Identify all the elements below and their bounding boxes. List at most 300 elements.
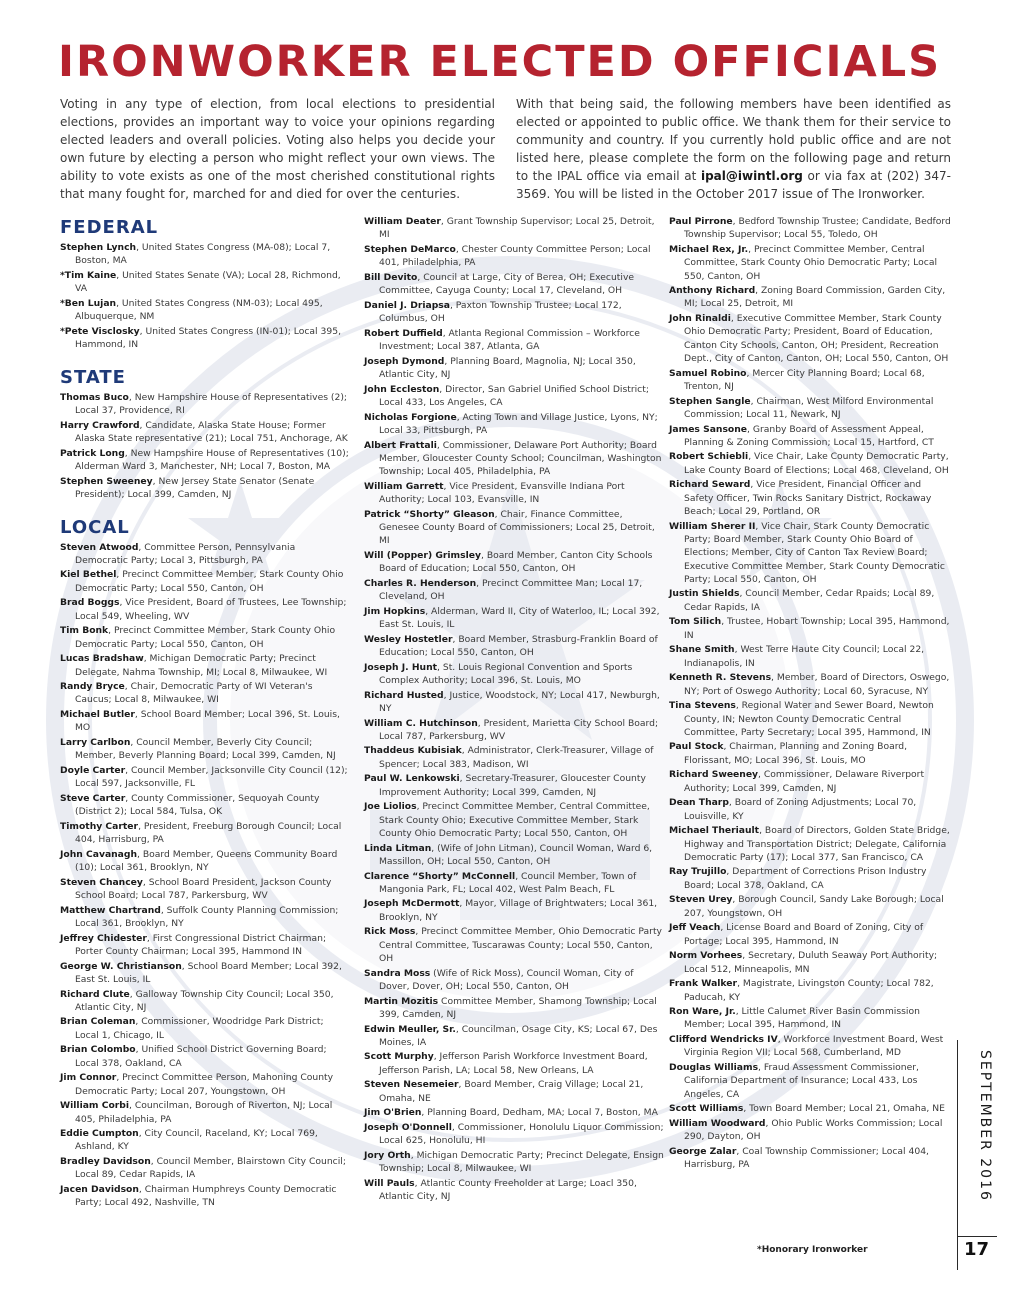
official-entry	[60, 447, 350, 474]
official-name: Michael Rex, Jr.	[669, 243, 749, 255]
official-details: , President, Marietta City School Board; Local 787, Parkersburg, WV	[379, 717, 659, 742]
official-entry	[60, 1183, 350, 1210]
official-details: , Commissioner, Woodridge Park District; Local 1, Chicago, IL	[75, 1016, 324, 1041]
official-name: *Pete Visclosky	[60, 325, 140, 337]
officials-column-3	[669, 215, 951, 1173]
official-details: , Borough Council, Sandy Lake Borough; Local 207, Youngstown, OH	[684, 894, 944, 919]
official-entry	[60, 988, 350, 1015]
official-details: , Vice President, Board of Trustees, Lee Township; Local 549, Wheeling, WV	[75, 597, 347, 622]
official-name: Lucas Bradshaw	[60, 653, 144, 665]
official-name: Clarence “Shorty” McConnell	[364, 870, 516, 882]
official-entry	[364, 967, 664, 994]
official-details: , Vice Chair, Stark County Democratic Party; Board Member, Stark County Ohio Board of Elections; Member, City of Canton Tax Review Board; Executive Committee Member, Stark County Democratic Party; Local 550, Canton, OH	[684, 520, 945, 585]
official-name: James Sansone	[669, 423, 747, 435]
official-entry	[364, 661, 664, 688]
official-details: , Precinct Committee Member, Stark County Ohio Democratic Party; Local 550, Canton, OH	[75, 569, 344, 594]
official-entry	[669, 1005, 951, 1032]
official-name: Martin Mozitis	[364, 995, 439, 1007]
official-details: , Acting Town and Village Justice, Lyons, NY; Local 33, Pittsburgh, PA	[379, 411, 658, 436]
official-details: , Atlantic County Freeholder at Large; Loacl 350, Atlantic City, NJ	[379, 1177, 637, 1203]
official-entry	[60, 269, 350, 296]
official-details: , Precinct Committee Member, Central Committee, Stark County Ohio; Executive Committee Member, Stark County Ohio Democratic Party; Local 550, Canton, OH	[379, 801, 650, 839]
official-details: , Ohio Public Works Commission; Local 290, Dayton, OH	[684, 1117, 943, 1143]
official-name: Stephen DeMarco	[364, 243, 456, 255]
official-entry	[60, 1155, 350, 1182]
section-heading-state: STATE	[60, 366, 126, 388]
official-name: Harry Crawford	[60, 419, 140, 431]
official-details: , Regional Water and Sewer Board, Newton County, IN; Newton County Democratic Central Committee, Party Secretary; Local 395, Hammond, IN	[684, 700, 934, 738]
official-name: Albert Frattali	[364, 439, 437, 451]
official-name: Thomas Buco	[60, 391, 129, 403]
official-name: Jim Connor	[60, 1072, 117, 1084]
official-name: Kenneth R. Stevens	[669, 672, 772, 684]
official-name: Doyle Carter	[60, 765, 126, 776]
official-entry	[669, 1102, 951, 1115]
official-entry	[60, 568, 350, 595]
official-entry	[669, 1145, 951, 1172]
official-name: Joseph O'Donnell	[364, 1121, 452, 1133]
official-details: , First Congressional District Chairman; Porter County Chairman; Local 395, Hammond IN	[75, 932, 327, 957]
official-details: , Chairman, Planning and Zoning Board, Florissant, MO; Local 396, St. Louis, MO	[684, 741, 908, 766]
official-name: Thaddeus Kubisiak	[364, 745, 462, 757]
official-name: Jim Hopkins	[364, 605, 426, 617]
official-name: William Woodward	[669, 1117, 766, 1129]
official-details: , School Board President, Jackson County School Board; Local 787, Parkersburg, WV	[75, 876, 332, 902]
official-entry	[364, 842, 664, 869]
official-name: Sandra Moss	[364, 967, 431, 979]
official-details: , Vice President, Financial Officer and Safety Officer, Twin Rocks Sanitary District, Rockaway Beach; Local 29, Portland, OR	[684, 479, 932, 517]
official-entry	[364, 577, 664, 604]
footnote: *Honorary Ironworker	[757, 1245, 868, 1255]
official-entry	[60, 241, 350, 268]
official-name: Jeff Veach	[669, 922, 721, 934]
official-details: , Board Member, Queens Community Board (10); Local 361, Brooklyn, NY	[75, 848, 338, 874]
official-entry	[364, 439, 664, 479]
official-details: , Suffolk County Planning Commission; Local 361, Brooklyn, NY	[75, 904, 339, 929]
official-details: , County Commissioner, Sequoyah County (District 2); Local 584, Tulsa, OK	[75, 792, 320, 818]
official-name: Bill Devito	[364, 271, 418, 283]
official-entry	[364, 995, 664, 1022]
official-name: Clifford Wendricks IV	[669, 1034, 778, 1046]
official-name: Richard Sweeney	[669, 769, 759, 781]
official-details: , Chairman Humphreys County Democratic Party; Local 492, Nashville, TN	[75, 1184, 337, 1209]
intro-right-text: With that being said, the following members have been identified as elected or appointed to public office. We thank them for their service to community and country. If you currently hold public office and are not listed here, please complete the form on the following page and return to the IPAL office via email at	[516, 97, 951, 183]
official-entry	[60, 680, 350, 707]
official-entry	[364, 243, 664, 270]
official-entry	[669, 423, 951, 450]
official-entry	[60, 624, 350, 651]
official-entry	[364, 1177, 664, 1204]
official-name: Jacen Davidson	[60, 1184, 139, 1196]
official-details: , Zoning Board Commission, Garden City, MI; Local 25, Detroit, MI	[684, 285, 946, 310]
official-entry	[364, 327, 664, 354]
official-name: Steven Atwood	[60, 541, 139, 553]
official-name: Kiel Bethel	[60, 569, 117, 581]
official-entry	[364, 897, 664, 924]
official-entry	[364, 1121, 664, 1148]
official-name: Robert Duffield	[364, 327, 443, 339]
official-details: , Michigan Democratic Party; Precinct Delegate, Ensign Township; Local 8, Milwaukee, WI	[379, 1149, 664, 1175]
official-entry	[669, 1117, 951, 1144]
officials-column-1	[60, 217, 350, 1211]
official-details: , Mercer City Planning Board; Local 68, Trenton, NJ	[684, 367, 925, 392]
official-name: Stephen Sangle	[669, 395, 751, 407]
official-entry	[669, 768, 951, 795]
official-details: , Precinct Committee Member, Central Committee, Stark County Ohio Democratic Party; Local 550, Canton, OH	[684, 243, 937, 282]
official-details: , Precinct Committee Person, Mahoning County Democratic Party; Local 207, Youngstown, OH	[75, 1072, 334, 1097]
official-entry	[60, 904, 350, 931]
official-details: , Board Member, Strasburg-Franklin Board of Education; Local 550, Canton, OH	[379, 633, 658, 659]
official-name: Jory Orth	[364, 1149, 411, 1161]
folio-divider-horizontal	[957, 1236, 997, 1237]
official-details: , Commissioner, Delaware Port Authority; Board Member, Gloucester County School; Councilman, Washington Township; Local 405, Philadelphia, PA	[379, 439, 662, 478]
official-entry	[364, 549, 664, 576]
official-name: *Ben Lujan	[60, 297, 117, 309]
section-heading-local: LOCAL	[60, 516, 130, 538]
official-name: George Zalar	[669, 1145, 737, 1157]
official-details: , United States Congress (IN-01); Local 395, Hammond, IN	[75, 325, 341, 351]
official-entry	[364, 772, 664, 799]
official-entry	[60, 960, 350, 987]
official-details: , Administrator, Clerk-Treasurer, Village of Spencer; Local 383, Madison, WI	[379, 745, 654, 770]
official-name: Stephen Lynch	[60, 242, 137, 253]
official-entry	[60, 1015, 350, 1042]
official-entry	[60, 1099, 350, 1126]
official-entry	[60, 820, 350, 847]
official-details: , Coal Township Commissioner; Local 404, Harrisburg, PA	[684, 1145, 929, 1171]
official-name: Jeffrey Chidester	[60, 932, 147, 944]
official-name: John Rinaldi	[669, 313, 731, 325]
official-entry	[669, 478, 951, 518]
official-entry	[669, 796, 951, 823]
official-name: Will Pauls	[364, 1177, 415, 1189]
official-name: Norm Vorhees	[669, 950, 743, 962]
official-entry	[364, 411, 664, 438]
official-name: Timothy Carter	[60, 820, 139, 832]
official-details: , United States Congress (NM-03); Local 495, Albuquerque, NM	[75, 297, 323, 323]
official-details: , New Hampshire House of Representatives (2); Local 37, Providence, RI	[75, 391, 348, 417]
official-name: Edwin Meuller, Sr.	[364, 1023, 456, 1035]
official-entry	[364, 1050, 664, 1077]
official-details: , Vice Chair, Lake County Democratic Party, Lake County Board of Elections; Local 468, Cleveland, OH	[684, 451, 949, 476]
official-name: Randy Bryce	[60, 681, 125, 693]
official-entry	[669, 395, 951, 422]
official-details: , Council Member, Jacksonville City Council (12); Local 597, Jacksonville, FL	[75, 765, 348, 790]
ipal-email-link[interactable]: ipal@iwintl.org	[700, 169, 803, 183]
official-entry	[364, 355, 664, 382]
official-name: Joseph J. Hunt	[364, 661, 438, 673]
official-entry	[669, 367, 951, 394]
official-entry	[669, 643, 951, 670]
official-details: , West Terre Haute City Council; Local 22, Indianapolis, IN	[684, 644, 925, 669]
official-details: Committee Member, Shamong Township; Local 399, Camden, NJ	[379, 995, 657, 1020]
official-name: Anthony Richard	[669, 285, 756, 297]
official-name: Paul Pirrone	[669, 216, 733, 227]
official-name: Stephen Sweeney	[60, 475, 153, 487]
official-name: Steven Nesemeier	[364, 1079, 459, 1091]
official-entry	[669, 312, 951, 365]
official-entry	[669, 740, 951, 767]
official-entry	[669, 243, 951, 283]
official-details: , Council Member, Beverly City Council; Member, Beverly Planning Board; Local 399, Camden, NJ	[75, 737, 336, 762]
official-name: Paul Stock	[669, 741, 724, 753]
official-entry	[60, 1127, 350, 1154]
official-details: , Vice President, Evansville Indiana Port Authority; Local 103, Evansville, IN	[379, 480, 625, 506]
official-details: , Council Member, Cedar Rpaids; Local 89, Cedar Rapids, IA	[684, 588, 935, 613]
official-entry	[364, 605, 664, 632]
official-entry	[669, 450, 951, 477]
official-details: , Chester County Committee Person; Local 401, Philadelphia, PA	[379, 243, 651, 269]
official-entry	[669, 671, 951, 698]
official-name: William Deater	[364, 216, 441, 227]
official-name: Brian Colombo	[60, 1044, 136, 1056]
official-details: , United States Senate (VA); Local 28, Richmond, VA	[75, 269, 341, 295]
official-entry	[669, 699, 951, 739]
official-details: , Precinct Committee Man; Local 17, Cleveland, OH	[379, 577, 643, 603]
official-details: , Director, San Gabriel Unified School District; Local 433, Los Angeles, CA	[379, 383, 649, 408]
official-entry	[669, 1061, 951, 1101]
official-name: Steven Chancey	[60, 876, 143, 888]
official-entry	[669, 587, 951, 614]
official-name: Jim O'Brien	[364, 1107, 422, 1119]
official-entry	[364, 744, 664, 771]
official-entry	[364, 1078, 664, 1105]
official-entry	[60, 932, 350, 959]
official-details: , Board Member, Craig Village; Local 21, Omaha, NE	[379, 1079, 644, 1104]
official-entry	[364, 800, 664, 840]
official-entry	[60, 475, 350, 502]
official-name: Charles R. Henderson	[364, 577, 477, 589]
official-details: , Board of Zoning Adjustments; Local 70, Louisville, KY	[684, 797, 917, 822]
official-details: , Board Member, Canton City Schools Board of Education; Local 550, Canton, OH	[379, 549, 653, 575]
official-name: Joseph Dymond	[364, 355, 445, 367]
official-details: , Galloway Township City Council; Local 350, Atlantic City, NJ	[75, 988, 334, 1013]
official-details: , Trustee, Hobart Township; Local 395, Hammond, IN	[684, 616, 950, 641]
official-name: Robert Schiebli	[669, 451, 749, 463]
official-details: , New Jersey State Senator (Senate President); Local 399, Camden, NJ	[75, 475, 315, 500]
official-details: , Planning Board, Magnolia, NJ; Local 350, Atlantic City, NJ	[379, 355, 636, 380]
official-entry	[669, 949, 951, 976]
official-details: , Council Member, Blairstown City Council; Local 89, Cedar Rapids, IA	[75, 1156, 346, 1181]
official-details: , Little Calumet River Basin Commission Member; Local 395, Hammond, IN	[684, 1006, 920, 1031]
official-entry	[364, 870, 664, 897]
official-name: Tom Silich	[669, 616, 722, 628]
official-name: John Cavanagh	[60, 848, 137, 860]
official-details: , Unified School District Governing Board; Local 378, Oakland, CA	[75, 1044, 327, 1069]
official-details: (Wife of Rick Moss), Council Woman, City of Dover, Dover, OH; Local 550, Canton, OH	[379, 967, 634, 992]
official-entry	[364, 1149, 664, 1176]
official-name: Linda Litman	[364, 842, 432, 854]
official-details: , Department of Corrections Prison Industry Board; Local 378, Oakland, CA	[684, 866, 927, 891]
official-details: , Candidate, Alaska State House; Former Alaska State representative (21); Local 751, Anchorage, AK	[75, 419, 348, 444]
official-entry	[364, 925, 664, 965]
official-details: , City Council, Raceland, KY; Local 769, Ashland, KY	[75, 1128, 318, 1153]
official-name: William Garrett	[364, 480, 444, 492]
section-heading-federal: FEDERAL	[60, 217, 159, 238]
official-name: Scott Williams	[669, 1103, 744, 1115]
official-entry	[364, 299, 664, 326]
official-entry	[669, 865, 951, 892]
official-name: Rick Moss	[364, 926, 416, 938]
official-entry	[60, 708, 350, 735]
official-details: , Councilman, Borough of Riverton, NJ; Local 405, Philadelphia, PA	[75, 1100, 333, 1125]
official-details: , Grant Township Supervisor; Local 25, Detroit, MI	[379, 216, 655, 241]
issue-date: SEPTEMBER 2016	[977, 1050, 993, 1202]
official-entry	[60, 792, 350, 819]
official-name: Justin Shields	[669, 588, 740, 600]
official-entry	[669, 1033, 951, 1060]
section-spacer	[60, 503, 350, 517]
official-name: Scott Murphy	[364, 1051, 434, 1063]
official-details: , Council Member, Town of Mangonia Park, FL; Local 402, West Palm Beach, FL	[379, 870, 637, 895]
official-details: , Chair, Democratic Party of WI Veteran's Caucus; Local 8, Milwaukee, WI	[75, 681, 313, 706]
official-name: Patrick “Shorty” Gleason	[364, 508, 495, 520]
official-entry	[60, 419, 350, 446]
official-details: , Secretary, Duluth Seaway Port Authority; Local 512, Minneapolis, MN	[684, 950, 938, 975]
official-name: Joe Liolios	[364, 801, 417, 813]
official-name: Shane Smith	[669, 644, 735, 656]
official-entry	[669, 284, 951, 311]
official-details: , St. Louis Regional Convention and Sports Complex Authority; Local 396, St. Louis, MO	[379, 661, 633, 686]
official-entry	[669, 520, 951, 586]
official-details: , Chairman, West Milford Environmental Commission; Local 11, Newark, NJ	[684, 395, 934, 420]
official-entry	[60, 848, 350, 875]
official-entry	[364, 383, 664, 410]
official-details: , Planning Board, Dedham, MA; Local 7, Boston, MA	[421, 1107, 658, 1119]
official-name: Douglas Williams	[669, 1062, 759, 1074]
official-entry	[60, 541, 350, 568]
official-name: Brian Coleman	[60, 1016, 136, 1028]
official-details: , Town Board Member; Local 21, Omaha, NE	[743, 1103, 945, 1115]
official-name: Richard Clute	[60, 988, 130, 1000]
official-name: Michael Butler	[60, 709, 135, 721]
official-name: William Corbi	[60, 1100, 130, 1112]
official-name: Will (Popper) Grimsley	[364, 549, 481, 561]
official-details: , Commissioner, Delaware Riverport Authority; Local 399, Camden, NJ	[684, 769, 925, 794]
official-name: Patrick Long	[60, 447, 125, 459]
official-name: Brad Boggs	[60, 597, 120, 609]
official-entry	[60, 391, 350, 418]
official-entry	[669, 215, 951, 242]
official-name: Eddie Cumpton	[60, 1128, 139, 1140]
official-details: , Atlanta Regional Commission – Workforce Investment; Local 387, Atlanta, GA	[379, 327, 640, 353]
official-details: , Workforce Investment Board, West Virginia Region VII; Local 568, Cumberland, MD	[684, 1034, 944, 1059]
official-details: , Granby Board of Assessment Appeal, Planning & Zoning Commission; Local 15, Hartford, CT	[684, 423, 934, 448]
official-name: Tina Stevens	[669, 700, 736, 712]
official-entry	[60, 876, 350, 903]
official-details: , Justice, Woodstock, NY; Local 417, Newburgh, NY	[379, 689, 660, 714]
official-entry	[364, 1106, 664, 1119]
page-number: 17	[964, 1239, 990, 1260]
official-entry	[669, 977, 951, 1004]
official-name: Matthew Chartrand	[60, 904, 161, 916]
official-name: Michael Theriault	[669, 825, 760, 837]
official-entry	[60, 764, 350, 791]
official-entry	[60, 297, 350, 324]
official-entry	[364, 633, 664, 660]
official-details: , Councilman, Osage City, KS; Local 67, Des Moines, IA	[379, 1023, 658, 1048]
officials-column-2	[364, 215, 664, 1205]
intro-right-text-end: or via fax at (202) 347-3569. You will be listed in the October 2017 issue of The Ironworker.	[516, 169, 951, 201]
official-entry	[60, 652, 350, 679]
official-details: , Mayor, Village of Brightwaters; Local 361, Brooklyn, NY	[379, 898, 658, 923]
official-details: , Alderman, Ward II, City of Waterloo, IL; Local 392, East St. Louis, IL	[379, 605, 660, 631]
official-entry	[669, 893, 951, 920]
official-name: *Tim Kaine	[60, 269, 117, 281]
official-name: Joseph McDermott	[364, 898, 460, 910]
official-name: Daniel J. Driapsa	[364, 299, 450, 311]
official-entry	[60, 736, 350, 763]
official-details: , Precinct Committee Member, Stark County Ohio Democratic Party; Local 550, Canton, OH	[75, 625, 336, 650]
official-details: , Committee Person, Pennsylvania Democratic Party; Local 3, Pittsburgh, PA	[75, 541, 296, 566]
official-details: , School Board Member; Local 396, St. Louis, MO	[75, 709, 340, 734]
official-name: Paul W. Lenkowski	[364, 773, 460, 785]
official-details: , Member, Board of Directors, Oswego, NY; Port of Oswego Authority; Local 60, Syracuse, NY	[684, 672, 950, 697]
official-entry	[669, 824, 951, 864]
official-name: Steven Urey	[669, 894, 733, 906]
official-details: , Precinct Committee Member, Ohio Democratic Party Central Committee, Tuscarawas County; Local 550, Canton, OH	[379, 926, 662, 964]
official-name: Ray Trujillo	[669, 866, 727, 878]
official-name: William C. Hutchinson	[364, 717, 478, 729]
official-entry	[60, 596, 350, 623]
official-name: Dean Tharp	[669, 797, 729, 809]
official-details: , Jefferson Parish Workforce Investment Board, Jefferson Parish, LA; Local 58, New Orleans, LA	[379, 1051, 648, 1076]
official-name: William Sherer II	[669, 520, 756, 532]
official-entry	[60, 325, 350, 352]
official-details: , License Board and Board of Zoning, City of Portage; Local 395, Hammond, IN	[684, 922, 924, 947]
official-entry	[669, 921, 951, 948]
page-title: IRONWORKER ELECTED OFFICIALS	[58, 37, 942, 87]
official-name: Bradley Davidson	[60, 1156, 151, 1168]
official-name: Steve Carter	[60, 792, 126, 804]
official-name: Richard Seward	[669, 479, 751, 491]
official-details: , Magistrate, Livingston County; Local 782, Paducah, KY	[684, 978, 934, 1003]
official-entry	[364, 480, 664, 507]
official-entry	[364, 271, 664, 298]
official-details: , New Hampshire House of Representatives (10); Alderman Ward 3, Manchester, NH; Local 7, Boston, MA	[75, 447, 349, 472]
official-details: , Executive Committee Member, Stark County Ohio Democratic Party; President, Board of Education, Canton City Schools, Canton, OH; President, Recreation Dept., City of Canton, Canton, OH; Local 550, Canton, OH	[684, 313, 949, 364]
official-entry	[669, 615, 951, 642]
official-entry	[364, 215, 664, 242]
section-spacer	[60, 353, 350, 367]
official-name: Ron Ware, Jr.	[669, 1006, 736, 1018]
official-name: Larry Carlbon	[60, 737, 131, 749]
official-name: Tim Bonk	[60, 625, 109, 637]
official-details: , Chair, Finance Committee, Genesee County Board of Commissioners; Local 25, Detroit, MI	[379, 508, 655, 547]
official-details: , United States Congress (MA-08); Local 7, Boston, MA	[75, 242, 331, 267]
official-details: , President, Freeburg Borough Council; Local 404, Harrisburg, PA	[75, 820, 342, 846]
official-name: Richard Husted	[364, 689, 444, 701]
official-name: John Eccleston	[364, 383, 440, 395]
official-entry	[364, 1023, 664, 1050]
official-details: , Fraud Assessment Commissioner, California Department of Insurance; Local 433, Los Angeles, CA	[684, 1062, 919, 1100]
official-details: , School Board Member; Local 392, East St. Louis, IL	[75, 960, 342, 985]
official-details: , (Wife of John Litman), Council Woman, Ward 6, Massillon, OH; Local 550, Canton, OH	[379, 842, 653, 867]
official-entry	[364, 508, 664, 548]
official-details: , Paxton Township Trustee; Local 172, Columbus, OH	[379, 299, 622, 325]
official-details: , Bedford Township Trustee; Candidate, Bedford Township Supervisor; Local 55, Toledo, OH	[684, 216, 951, 241]
intro-paragraph-left: Voting in any type of election, from local elections to presidential elections, provides an important way to voice your opinions regarding elected leaders and overall policies. Voting also helps you decide your own future by electing a person who might reflect your own views. The ability to vote exists as one of the most cherished constitutional rights that many fought for, marched for and died for over the centuries.	[60, 97, 495, 201]
official-name: Nicholas Forgione	[364, 411, 457, 423]
official-details: , Secretary-Treasurer, Gloucester County Improvement Authority; Local 399, Camden, NJ	[379, 773, 646, 798]
official-entry	[364, 717, 664, 744]
official-details: , Commissioner, Honolulu Liquor Commission; Local 625, Honolulu, HI	[379, 1121, 664, 1147]
official-details: , Michigan Democratic Party; Precinct Delegate, Nahma Township, MI; Local 8, Milwaukee, WI	[75, 653, 328, 678]
official-entry	[60, 1071, 350, 1098]
intro-paragraph-right	[516, 95, 951, 203]
official-details: , Council at Large, City of Berea, OH; Executive Committee, Cayuga County; Local 17, Cleveland, OH	[379, 271, 635, 297]
official-entry	[364, 689, 664, 716]
